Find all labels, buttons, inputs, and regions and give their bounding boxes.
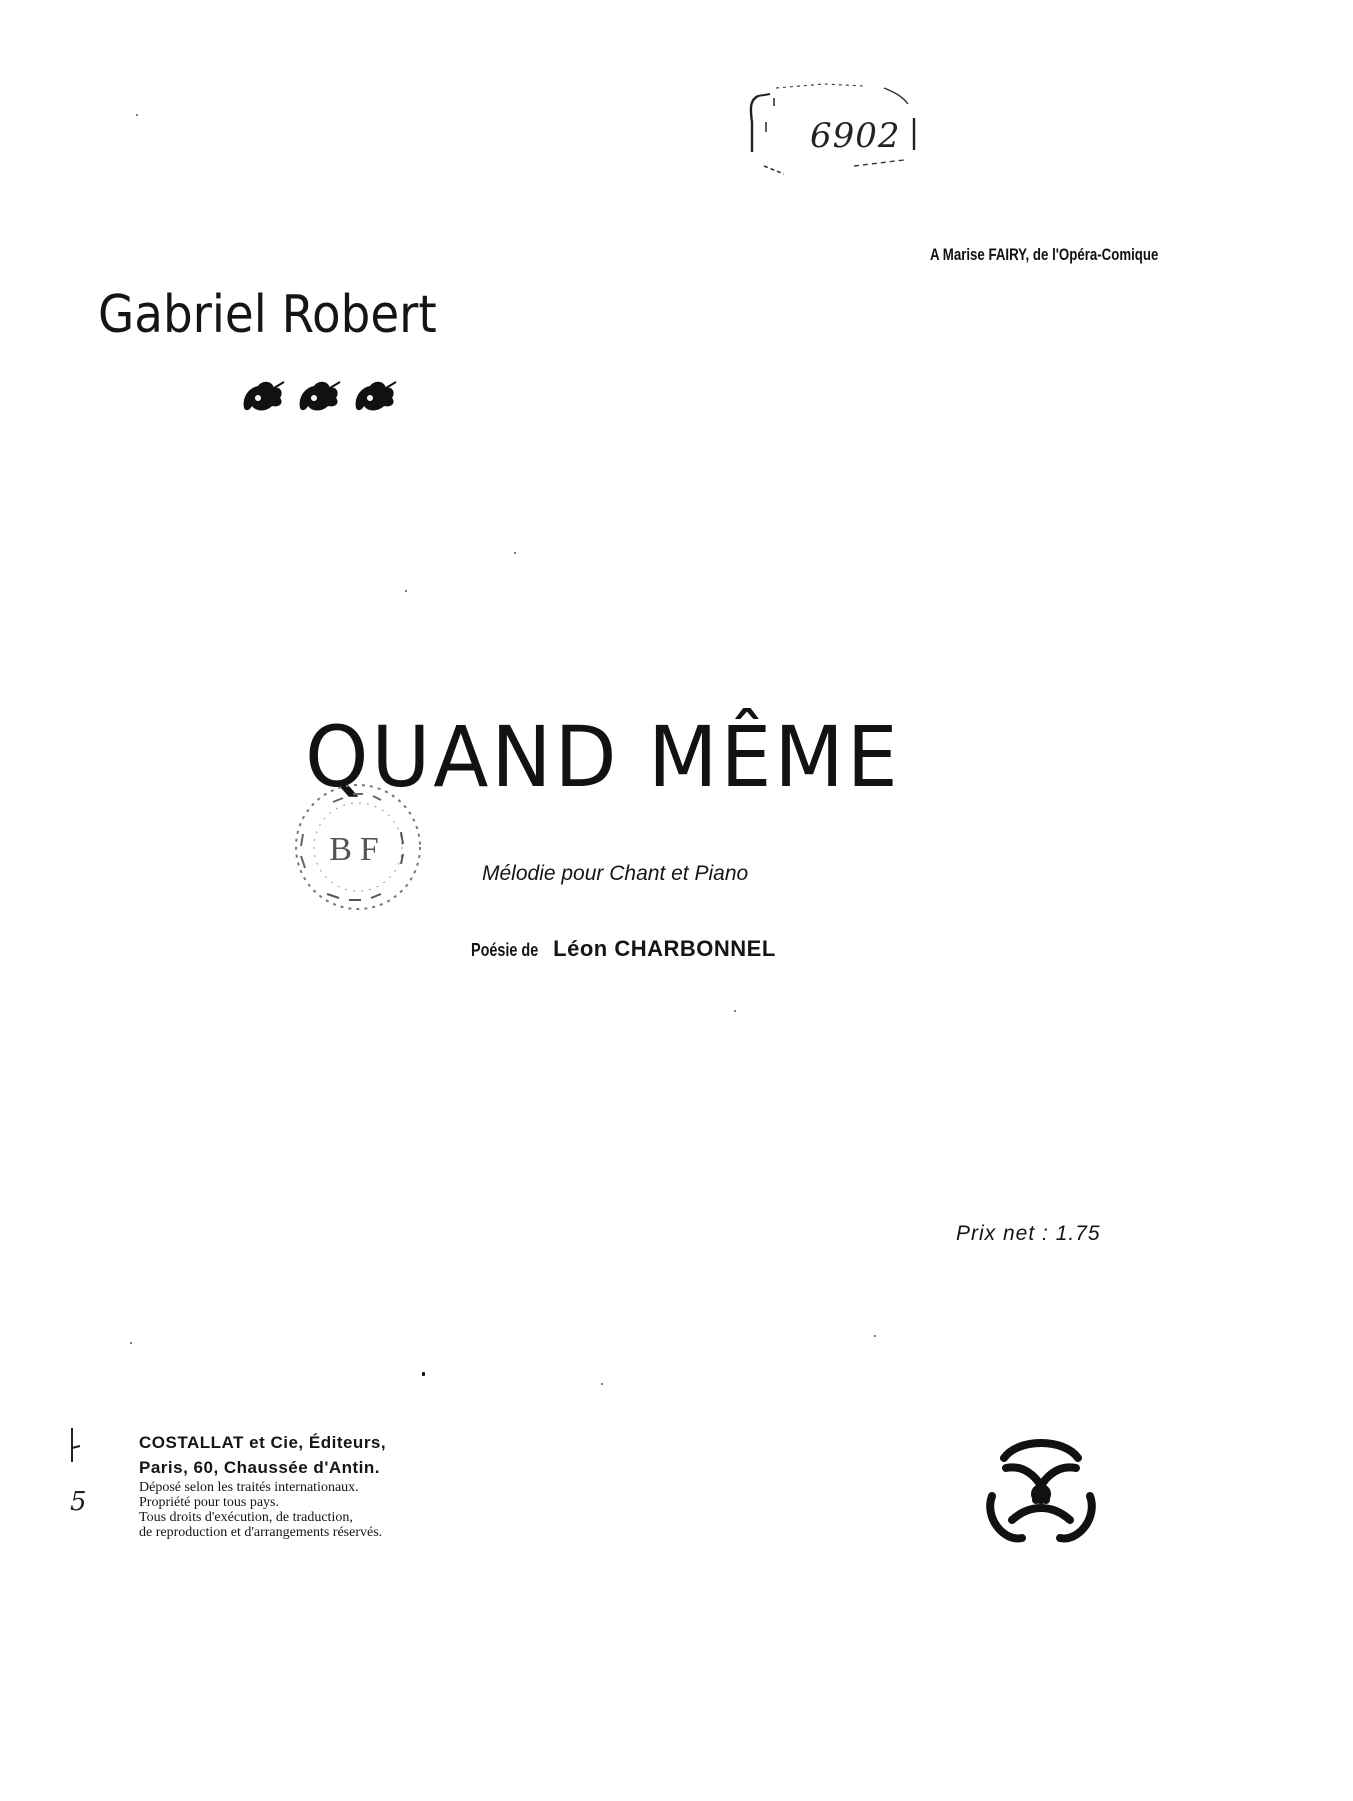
poet-prefix: Poésie de [471,940,539,960]
publisher-block [139,1430,386,1540]
margin-pencil-marks [62,1426,102,1526]
scan-speck [405,590,407,592]
publisher-notice-line: Tous droits d'exécution, de traduction, [139,1510,353,1525]
scan-speck [514,552,516,554]
scan-speck [601,1383,603,1385]
scan-speck [130,1342,132,1344]
scan-speck [874,1335,876,1337]
scan-speck [734,1010,736,1012]
margin-note: 5 [70,1487,87,1517]
publisher-address: Paris, 60, Chaussée d'Antin. [139,1458,381,1477]
dedication: A Marise FAIRY, de l'Opéra-Comique [930,245,1159,264]
subtitle: Mélodie pour Chant et Piano [482,862,749,885]
publisher-notice-line: Propriété pour tous pays. [139,1495,279,1510]
catalog-number: 6902 [810,116,901,156]
composer-name: Gabriel Robert [98,285,437,345]
library-stamp [283,772,433,922]
publisher-notice-line: de reproduction et d'arrangements réservés. [139,1525,383,1540]
library-stamp-initials: BF [329,831,387,868]
publisher-name: COSTALLAT et Cie, Éditeurs, [139,1433,387,1452]
publisher-logo-icon [982,1434,1100,1550]
scan-speck [136,114,138,116]
publisher-notice-line: Déposé selon les traités internationaux. [139,1480,359,1495]
price: Prix net : 1.75 [956,1222,1101,1245]
scan-speck [422,1372,425,1376]
ivy-leaf-ornament-icon [240,378,400,414]
library-seal-icon [283,772,433,922]
poet-credit [471,936,776,962]
poet-name: Léon CHARBONNEL [553,936,776,961]
song-title: QUAND MÊME [305,708,901,806]
catalog-stamp [744,82,919,180]
